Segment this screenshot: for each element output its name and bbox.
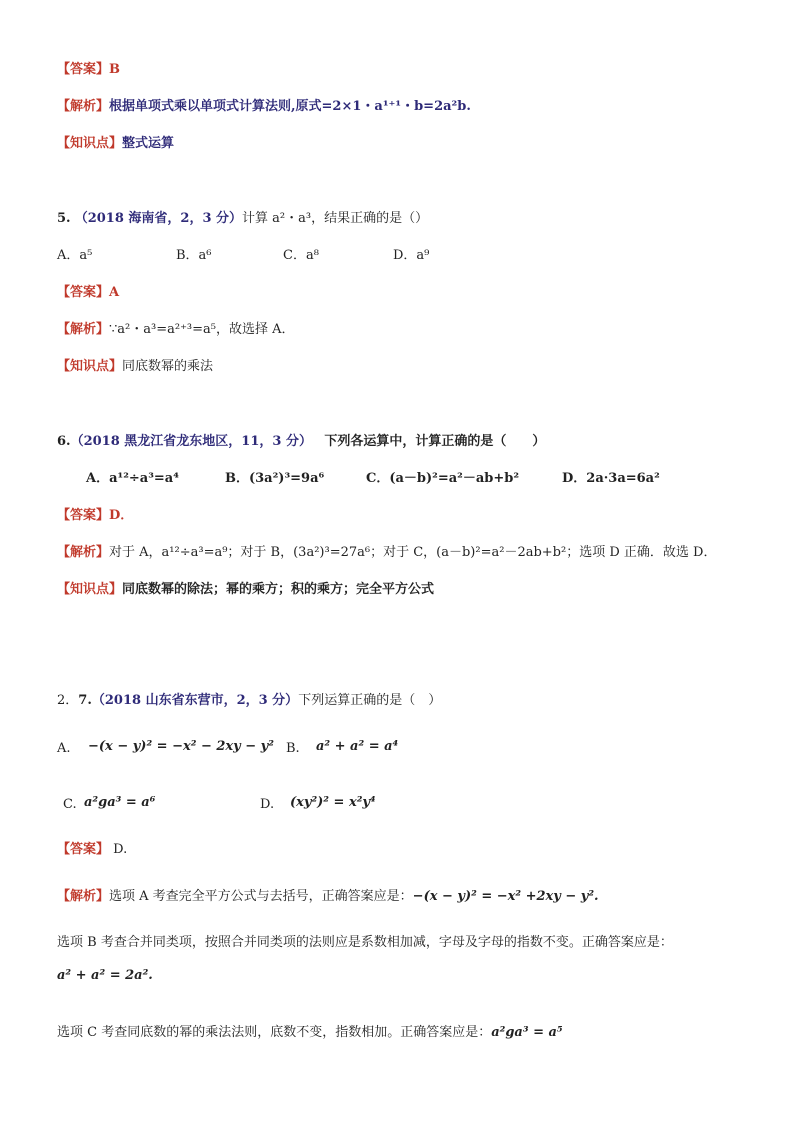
q6-option-c: C．(a－b)²=a²－ab+b² xyxy=(366,471,520,486)
q7-stem-line xyxy=(57,692,441,710)
q7-number: 7. xyxy=(78,693,92,708)
q7-option-a-label: A. xyxy=(57,741,71,756)
analysis-text: 根据单项式乘以单项式计算法则,原式=2×1・a¹⁺¹・b=2a²b. xyxy=(109,99,471,114)
analysis-label: 【解析】 xyxy=(57,322,110,337)
q7-prefix: 2． xyxy=(57,693,79,708)
q5-option-d: D．a⁹ xyxy=(393,248,430,263)
analysis-label: 【解析】 xyxy=(57,889,110,904)
q7-option-d: (xy²)² = x²y⁴ xyxy=(290,795,376,810)
q7-option-b: a² + a² = a⁴ xyxy=(316,739,399,754)
q7-analysis-a-line xyxy=(57,888,599,906)
q6-option-a: A．a¹²÷a³=a⁴ xyxy=(86,471,179,486)
q7-option-c-label: C. xyxy=(63,797,77,812)
q5-answer-line xyxy=(57,284,119,302)
q6-knowledge-line xyxy=(57,581,434,599)
analysis-label: 【解析】 xyxy=(57,99,110,114)
analysis-text: 对于 A，a¹²÷a³=a⁹；对于 B，(3a²)³=27a⁶；对于 C，(a－b)²=a²－2ab+b²；选项 D 正确．故选 D． xyxy=(109,545,717,560)
block1-analysis-line xyxy=(57,98,471,116)
analysis-a-text: 选项 A 考查完全平方公式与去括号，正确答案应是： xyxy=(109,889,413,904)
q7-answer-line xyxy=(57,841,127,859)
knowledge-label: 【知识点】 xyxy=(57,359,123,374)
block1-knowledge-line xyxy=(57,135,174,153)
q5-stem: 计算 a²・a³，结果正确的是（） xyxy=(242,211,429,226)
q5-option-a: A．a⁵ xyxy=(57,248,93,263)
q6-source: （2018 黑龙江省龙东地区，11，3 分） xyxy=(70,434,312,449)
q6-answer-line xyxy=(57,507,133,525)
q7-analysis-c-line xyxy=(57,1024,563,1042)
analysis-b-text: 选项 B 考查合并同类项，按照合并同类项的法则应是系数相加减，字母及字母的指数不变。正确答案应是： xyxy=(57,935,673,950)
analysis-text: ∵a²・a³=a²⁺³=a⁵，故选择 A． xyxy=(109,322,295,337)
q7-analysis-b-formula: a² + a² = 2a². xyxy=(57,968,153,983)
q5-number: 5. xyxy=(57,211,71,226)
q7-option-b-label: B. xyxy=(286,741,300,756)
q7-option-a: −(x − y)² = −x² − 2xy − y² xyxy=(88,739,274,754)
answer-label: 【答案】 xyxy=(57,508,110,523)
q7-source: （2018 山东省东营市，2，3 分） xyxy=(91,693,299,708)
analysis-c-formula: a²gа³ = a⁵ xyxy=(491,1025,563,1040)
answer-value: D． xyxy=(109,508,134,523)
q7-stem: 下列运算正确的是（ ） xyxy=(298,693,442,708)
answer-value: D. xyxy=(113,842,128,857)
q7-option-d-label: D. xyxy=(260,797,275,812)
knowledge-text: 整式运算 xyxy=(122,136,175,151)
answer-value: B xyxy=(109,62,121,77)
q5-knowledge-line xyxy=(57,358,213,376)
q5-analysis-line xyxy=(57,321,295,339)
q5-option-c: C．a⁸ xyxy=(283,248,319,263)
q5-stem-line xyxy=(57,210,428,228)
answer-label: 【答案】 xyxy=(57,842,110,857)
analysis-label: 【解析】 xyxy=(57,545,110,560)
analysis-c-text: 选项 C 考查同底数的幂的乘法法则，底数不变，指数相加。正确答案应是： xyxy=(57,1025,492,1040)
answer-value: A xyxy=(109,285,120,300)
answer-label: 【答案】 xyxy=(57,285,110,300)
q6-analysis-line xyxy=(57,544,716,562)
analysis-a-formula: −(x − y)² = −x² +2xy − y². xyxy=(412,889,599,904)
q7-analysis-b-line xyxy=(57,934,673,952)
q6-stem: 下列各运算中，计算正确的是（ ） xyxy=(324,434,546,449)
knowledge-text: 同底数幂的除法；幂的乘方；积的乘方；完全平方公式 xyxy=(122,582,435,597)
answer-label: 【答案】 xyxy=(57,62,110,77)
q6-option-d: D．2a·3a=6a² xyxy=(562,471,660,486)
q6-stem-line xyxy=(57,433,545,451)
knowledge-label: 【知识点】 xyxy=(57,582,123,597)
block1-answer-line xyxy=(57,61,120,79)
q5-option-b: B．a⁶ xyxy=(176,248,212,263)
q6-option-b: B．(3a²)³=9a⁶ xyxy=(225,471,325,486)
knowledge-text: 同底数幂的乘法 xyxy=(122,359,214,374)
q6-number: 6. xyxy=(57,434,71,449)
q5-source: （2018 海南省，2，3 分） xyxy=(74,211,243,226)
q7-option-c: a²gа³ = a⁶ xyxy=(84,795,156,810)
knowledge-label: 【知识点】 xyxy=(57,136,123,151)
